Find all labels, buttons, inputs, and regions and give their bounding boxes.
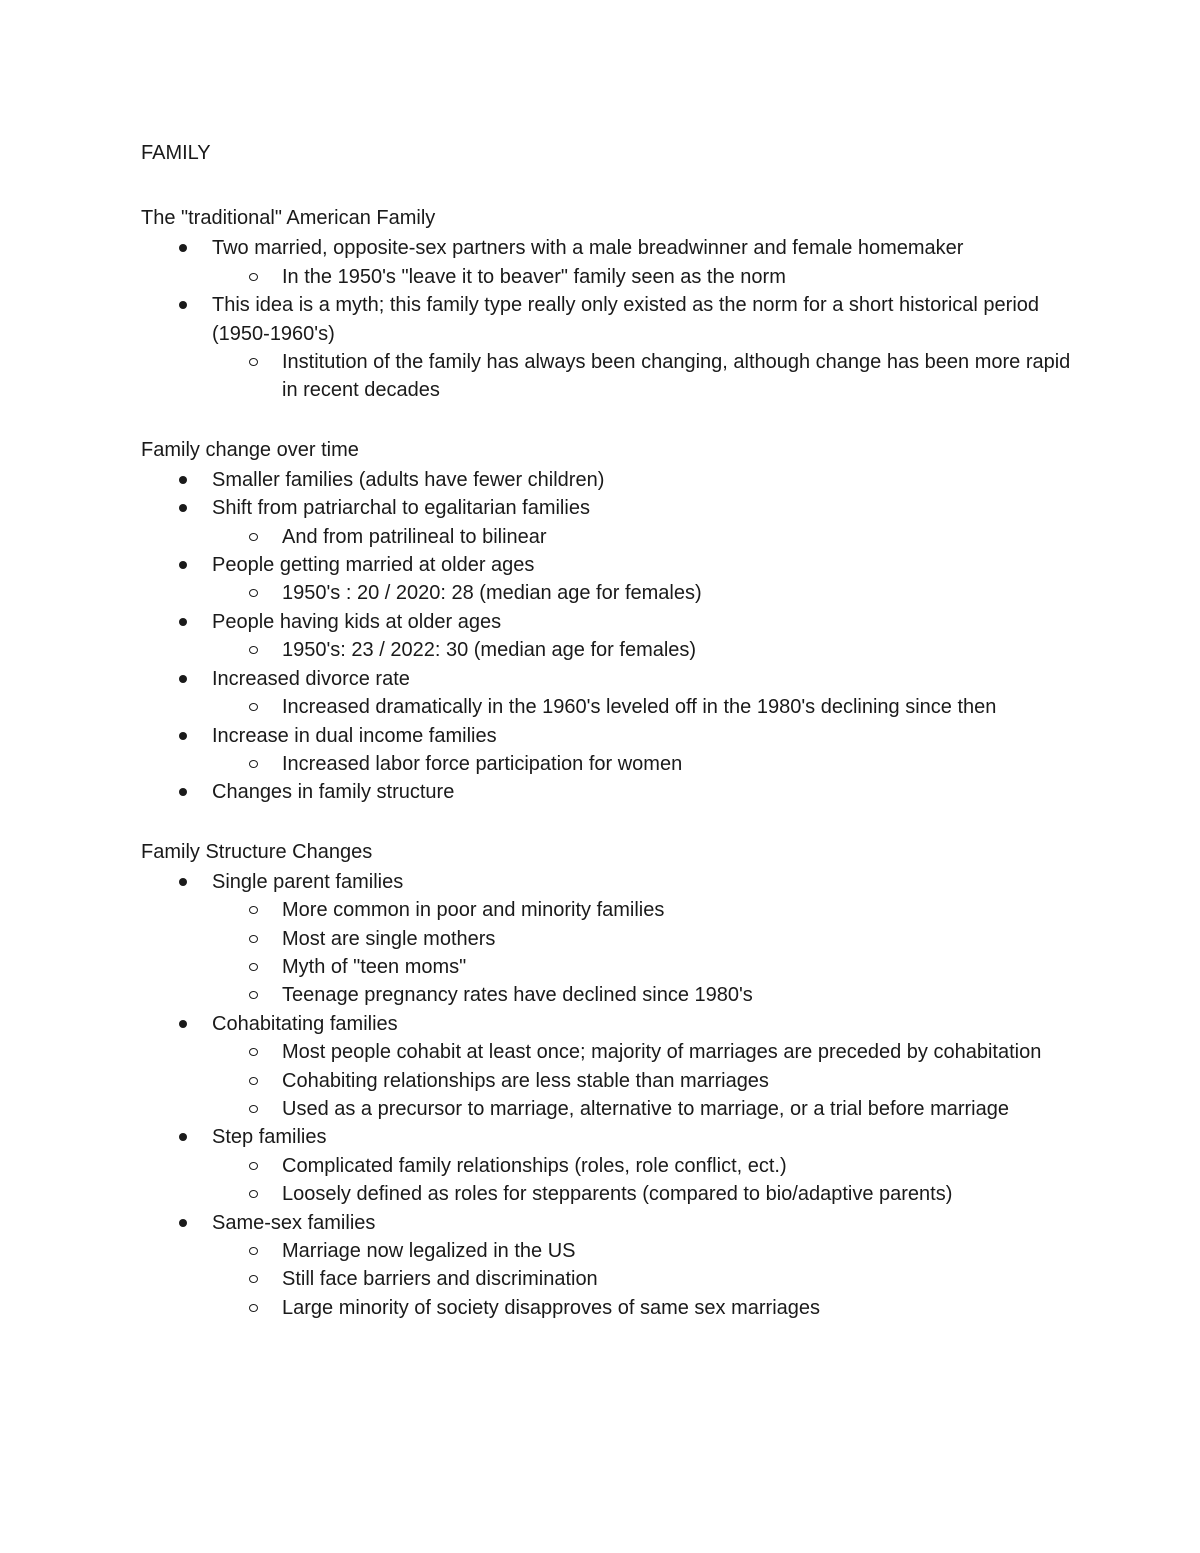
bullet-disc-icon — [179, 244, 187, 252]
bullet-list — [141, 234, 1071, 404]
sub-list-item-text: Loosely defined as roles for stepparents (compared to bio/adaptive parents) — [282, 1183, 953, 1206]
list-item-text: Two married, opposite-sex partners with a male breadwinner and female homemaker — [212, 237, 964, 260]
sub-list-item — [141, 523, 1071, 551]
section — [141, 436, 1071, 807]
sub-list-item — [141, 348, 1071, 405]
sub-list-item-text: More common in poor and minority families — [282, 899, 665, 922]
sub-list-item-text: Large minority of society disapproves of same sex marriages — [282, 1296, 821, 1319]
sub-list-item-text: Myth of "teen moms" — [282, 955, 467, 978]
list-item-text: Changes in family structure — [212, 781, 455, 804]
section-heading: Family Structure Changes — [141, 840, 373, 863]
sub-list-item-text: Institution of the family has always been changing, although change has been more rapid in recent decades — [282, 351, 1071, 402]
bullet-list — [141, 868, 1071, 1323]
bullet-circle-icon — [249, 963, 258, 971]
list-item — [141, 551, 1071, 579]
bullet-circle-icon — [249, 1162, 258, 1170]
list-item — [141, 778, 1071, 806]
list-item — [141, 722, 1071, 750]
list-item-text: Cohabitating families — [212, 1012, 398, 1035]
bullet-circle-icon — [249, 935, 258, 943]
bullet-disc-icon — [179, 561, 187, 569]
sub-list-item-text: Complicated family relationships (roles, role conflict, ect.) — [282, 1154, 787, 1177]
sub-list-item-text: And from patrilineal to bilinear — [282, 525, 547, 548]
sub-list-item-text: Most are single mothers — [282, 927, 496, 950]
bullet-circle-icon — [249, 703, 258, 711]
bullet-disc-icon — [179, 1020, 187, 1028]
sub-list-item — [141, 1095, 1071, 1123]
sub-list-item — [141, 579, 1071, 607]
list-item — [141, 665, 1071, 693]
bullet-circle-icon — [249, 533, 258, 541]
list-item-text: Increase in dual income families — [212, 724, 497, 747]
bullet-circle-icon — [249, 1105, 258, 1113]
sub-list-item — [141, 750, 1071, 778]
bullet-circle-icon — [249, 1077, 258, 1085]
list-item — [141, 234, 1071, 262]
sub-list-item — [141, 1152, 1071, 1180]
sub-list-item-text: Increased labor force participation for women — [282, 752, 683, 775]
bullet-circle-icon — [249, 906, 258, 914]
bullet-circle-icon — [249, 1048, 258, 1056]
bullet-circle-icon — [249, 1275, 258, 1283]
bullet-disc-icon — [179, 504, 187, 512]
bullet-circle-icon — [249, 1304, 258, 1312]
sub-list-item-text: Used as a precursor to marriage, alternative to marriage, or a trial before marriage — [282, 1097, 1009, 1120]
section — [141, 204, 1071, 404]
sub-list-item — [141, 1038, 1071, 1066]
sub-list-item — [141, 981, 1071, 1009]
sub-list-item-text: Cohabiting relationships are less stable than marriages — [282, 1069, 769, 1092]
bullet-disc-icon — [179, 301, 187, 309]
sub-list-item-text: Teenage pregnancy rates have declined since 1980's — [282, 984, 753, 1007]
list-item — [141, 608, 1071, 636]
sub-list-item — [141, 1067, 1071, 1095]
list-item — [141, 466, 1071, 494]
list-item-text: Shift from patriarchal to egalitarian families — [212, 497, 590, 520]
sub-list-item-text: 1950's: 23 / 2022: 30 (median age for females) — [282, 639, 697, 662]
list-item-text: Same-sex families — [212, 1211, 376, 1234]
sub-list-item — [141, 263, 1071, 291]
bullet-circle-icon — [249, 646, 258, 654]
bullet-circle-icon — [249, 589, 258, 597]
list-item-text: Increased divorce rate — [212, 667, 410, 690]
list-item — [141, 1123, 1071, 1151]
bullet-circle-icon — [249, 760, 258, 768]
sub-list-item — [141, 1180, 1071, 1208]
bullet-circle-icon — [249, 991, 258, 999]
bullet-disc-icon — [179, 476, 187, 484]
sub-list-item — [141, 636, 1071, 664]
sub-list-item — [141, 1265, 1071, 1293]
bullet-disc-icon — [179, 788, 187, 796]
list-item-text: People having kids at older ages — [212, 610, 502, 633]
list-item-text: Single parent families — [212, 870, 404, 893]
sub-list-item — [141, 693, 1071, 721]
sub-list-item-text: In the 1950's "leave it to beaver" family seen as the norm — [282, 265, 786, 288]
sub-list-item-text: Increased dramatically in the 1960's leveled off in the 1980's declining since then — [282, 696, 997, 719]
list-item — [141, 1209, 1071, 1237]
sub-list-item — [141, 953, 1071, 981]
bullet-circle-icon — [249, 358, 258, 366]
list-item-text: Smaller families (adults have fewer children) — [212, 468, 605, 491]
sub-list-item — [141, 896, 1071, 924]
bullet-disc-icon — [179, 675, 187, 683]
sub-list-item — [141, 925, 1071, 953]
list-item-text: Step families — [212, 1126, 327, 1149]
document-page — [141, 139, 1071, 1353]
sub-list-item — [141, 1237, 1071, 1265]
list-item — [141, 1010, 1071, 1038]
list-item — [141, 494, 1071, 522]
section — [141, 838, 1071, 1323]
bullet-circle-icon — [249, 273, 258, 281]
list-item — [141, 291, 1071, 348]
bullet-circle-icon — [249, 1190, 258, 1198]
section-heading: Family change over time — [141, 438, 359, 461]
bullet-disc-icon — [179, 878, 187, 886]
sub-list-item-text: Most people cohabit at least once; majority of marriages are preceded by cohabitation — [282, 1041, 1042, 1064]
section-heading: The "traditional" American Family — [141, 207, 436, 230]
bullet-disc-icon — [179, 1133, 187, 1141]
bullet-circle-icon — [249, 1247, 258, 1255]
list-item-text: This idea is a myth; this family type really only existed as the norm for a short historical period (1950-1960's) — [212, 294, 1040, 345]
sub-list-item — [141, 1294, 1071, 1322]
document-title: FAMILY — [141, 142, 211, 164]
list-item-text: People getting married at older ages — [212, 554, 535, 577]
sub-list-item-text: Still face barriers and discrimination — [282, 1268, 598, 1291]
list-item — [141, 868, 1071, 896]
bullet-disc-icon — [179, 732, 187, 740]
sections-container — [141, 204, 1071, 1322]
bullet-disc-icon — [179, 618, 187, 626]
sub-list-item-text: Marriage now legalized in the US — [282, 1240, 576, 1262]
bullet-list — [141, 466, 1071, 807]
bullet-disc-icon — [179, 1219, 187, 1227]
sub-list-item-text: 1950's : 20 / 2020: 28 (median age for females) — [282, 582, 702, 605]
